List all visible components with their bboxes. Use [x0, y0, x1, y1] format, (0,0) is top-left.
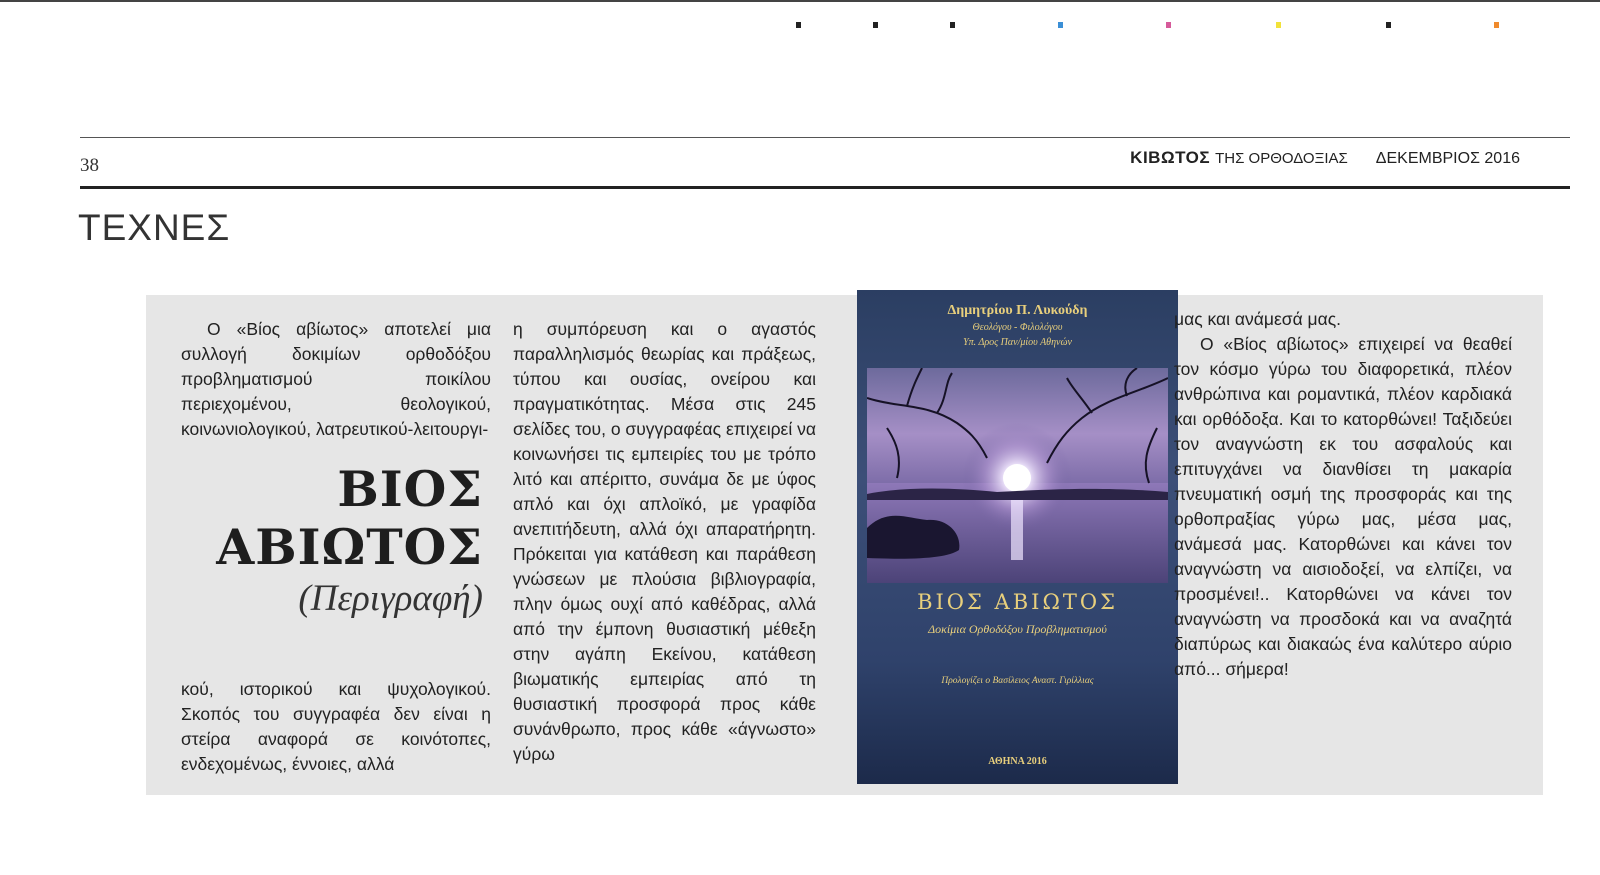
publication-subtitle: ΤΗΣ ΟΡΘΟΔΟΞΙΑΣ	[1215, 150, 1348, 167]
page-top-edge	[0, 0, 1600, 10]
page-number: 38	[80, 155, 99, 176]
cover-author: Δημητρίου Π. Λυκούδη	[947, 303, 1088, 318]
cover-preface: Προλογίζει ο Βασίλειος Αναστ. Γιρίλλιας	[941, 676, 1094, 686]
cover-subtitle: Δοκίμια Ορθοδόξου Προβληματισμού	[928, 622, 1107, 636]
registration-mark	[1276, 22, 1281, 28]
cover-author-title: Θεολόγου - Φιλολόγου	[972, 322, 1063, 333]
headline-line-2: ΑΒΙΩΤΟΣ	[216, 518, 483, 576]
header-rule-top	[80, 137, 1570, 138]
article-column-4	[1174, 307, 1512, 682]
article-column-1-top	[181, 317, 491, 442]
header-rule-bottom	[80, 186, 1570, 189]
registration-mark	[1058, 22, 1063, 28]
article-headline-block	[206, 460, 483, 622]
registration-mark	[950, 22, 955, 28]
article-panel	[146, 295, 1543, 795]
registration-mark	[1166, 22, 1171, 28]
article-paragraph: μας και ανάμεσά μας.	[1174, 309, 1342, 329]
cover-author-affiliation: Υπ. Δρος Παν/μίου Αθηνών	[963, 337, 1072, 348]
article-column-2	[513, 317, 816, 767]
subheading: (Περιγραφή)	[298, 578, 483, 619]
cover-place-year: ΑΘΗΝΑ 2016	[988, 756, 1047, 767]
registration-mark	[796, 22, 801, 28]
article-paragraph: Ο «Βίος αβίωτος» επιχειρεί να θεαθεί τον κόσμο γύρω του διαφορετικά, πλέον ανθρώπινα και ρομαντικά, πλέον καρδιακά και ορθόδοξα. Και το κατορθώνει! Ταξιδεύει τον αναγνώστη εκ του ασφαλούς και επιτυγχάνει να διανθίσει τη μακαρία πνευματική οσμή της προσφοράς και της ορθοπραξίας γύρω μας, μέσα μας, ανάμεσά μας. Κατορθώνει και κάνει τον αναγνώστη να αισιοδοξεί, να ελπίζει, να προσμένει!.. Κατορθώνει να κάνει τον αναγνώστη να προσδοκά και να αναζητά διαπύρως και διακαώς ένα καλύτερο αύριο από... σήμερα!	[1174, 334, 1512, 679]
cover-title: ΒΙΟΣ ΑΒΙΩΤΟΣ	[917, 590, 1118, 614]
issue-date: ΔΕΚΕΜΒΡΙΟΣ 2016	[1375, 150, 1520, 167]
cover-moonlit-lake-illustration	[867, 368, 1168, 583]
cover-moon-reflection	[1011, 500, 1023, 560]
section-title: ΤΕΧΝΕΣ	[78, 207, 231, 248]
article-paragraph: η συμπόρευση και ο αγαστός παραλληλισμός θεωρίας και πράξεως, τύπου και ουσίας, ονείρου και πραγματικότητας. Μέσα στις 245 σελίδες του, ο συγγραφέας επιχειρεί να κοινωνήσει τις εμπειρίες του με τρόπο λιτό και απέριττο, συνάμα δε με ύφος απλό και όχι απλοϊκό, με γραφίδα ανεπιτήδευτη, αλλά όχι απαρατήρητη. Πρόκειται για κατάθεση και παράθεση γνώσεων με πλούσια βιβλιογραφία, πλην όμως ουχί από καθέδρας, αλλά από την έμπονη θυσιαστική μέθεξη στην αγάπη Εκείνου, κατάθεση βιωματικής εμπειρίας από τη θυσιαστική προσφορά προς κάθε συνάνθρωπο, προς κάθε «άγνωστο» γύρω	[513, 319, 816, 764]
cover-author-block	[857, 302, 1178, 350]
registration-mark	[1386, 22, 1391, 28]
article-column-1-bottom	[181, 677, 491, 777]
masthead	[1130, 148, 1520, 168]
book-cover-image	[857, 290, 1178, 784]
registration-mark	[873, 22, 878, 28]
cover-moon	[1003, 464, 1031, 492]
article-paragraph: Ο «Βίος αβίωτος» αποτελεί μια συλλογή δοκιμίων ορθοδόξου προβληματισμού ποικίλου περιεχομένου, θεολογικού, κοινωνιολογικού, λατρευτικού-λειτουργι-	[181, 319, 491, 439]
headline-line-1: ΒΙΟΣ	[337, 460, 483, 518]
publication-name: ΚΙΒΩΤΟΣ	[1130, 148, 1211, 167]
article-paragraph: κού, ιστορικού και ψυχολογικού. Σκοπός του συγγραφέα δεν είναι η στείρα αναφορά σε κοινότοπες, ενδεχομένως, έννοιες, αλλά	[181, 679, 491, 774]
registration-mark	[1494, 22, 1499, 28]
